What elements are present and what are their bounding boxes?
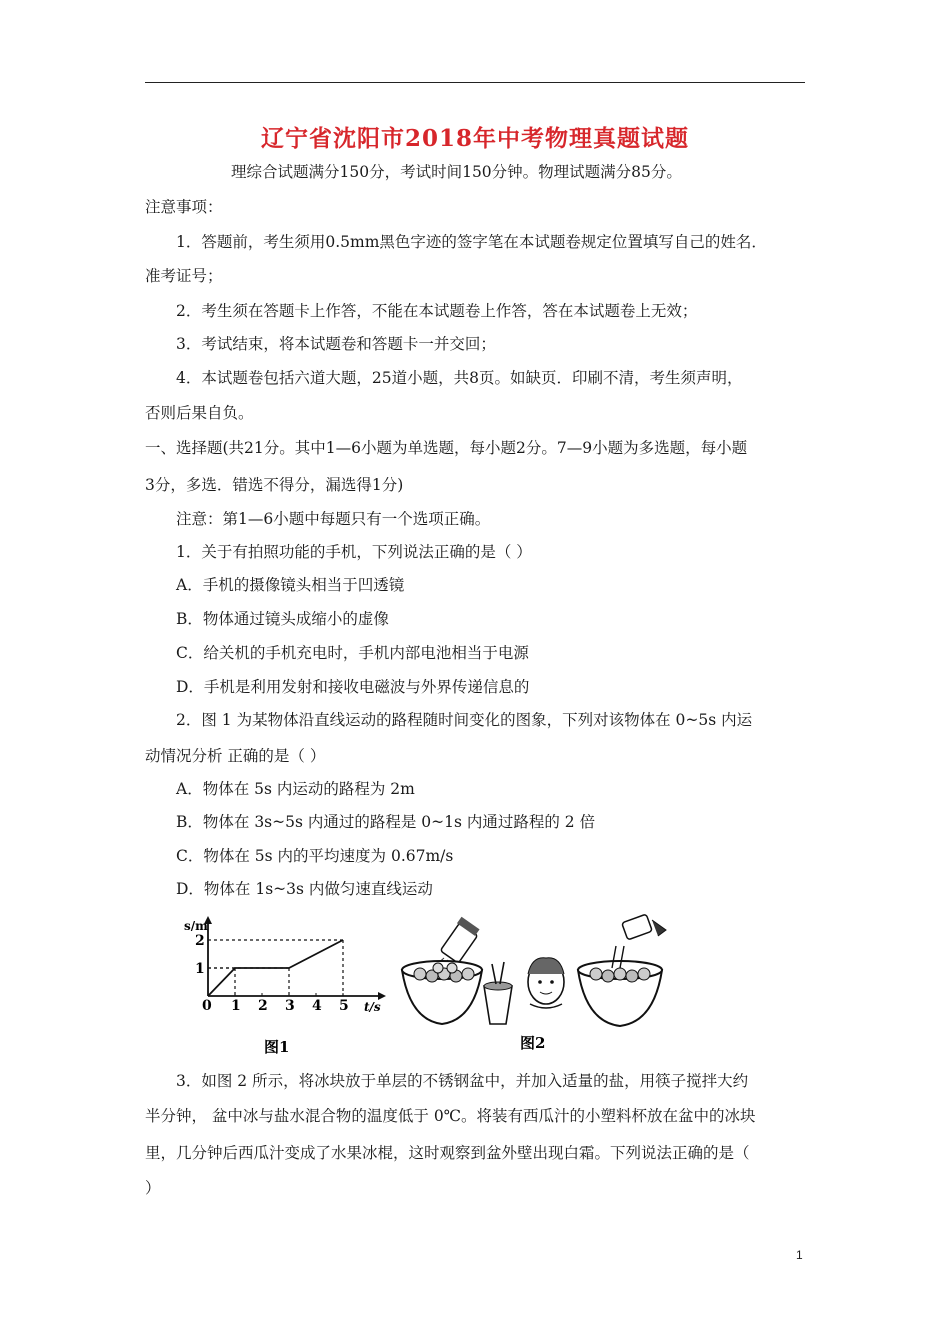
x-tick-label: 3 [285,998,295,1014]
question-3-line: ） [145,1179,161,1197]
page-number: 1 [796,1248,803,1262]
q1-option-c: C．给关机的手机充电时，手机内部电池相当于电源 [176,644,529,662]
notes-heading: 注意事项： [145,198,223,216]
x-tick-label: 2 [258,998,268,1014]
origin-label: 0 [202,998,212,1014]
left-bowl-illustration [402,961,482,1024]
figures-row [180,912,680,1062]
question-2-stem-cont: 动情况分析 正确的是（ ） [145,747,326,765]
q2-option-a: A．物体在 5s 内运动的路程为 2m [176,780,415,798]
note-line: 否则后果自负。 [145,404,254,422]
page-title: 辽宁省沈阳市2018年中考物理真题试题 [260,125,689,152]
note-line: 2．考生须在答题卡上作答，不能在本试题卷上作答，答在本试题卷上无效； [176,302,698,320]
q1-option-b: B．物体通过镜头成缩小的虚像 [176,610,389,628]
section-heading-cont: 3分，多选．错选不得分，漏选得1分) [145,476,404,494]
boy-illustration [528,958,564,1008]
x-tick-label: 1 [231,998,241,1014]
question-1-stem: 1．关于有拍照功能的手机，下列说法正确的是（ ） [176,543,532,561]
figures-svg [180,912,680,1062]
x-tick-label: 4 [312,998,322,1014]
section-heading: 一、选择题(共21分。其中1—6小题为单选题，每小题2分。7—9小题为多选题，每小题 [145,439,748,457]
note-line: 1．答题前，考生须用0.5mm黑色字迹的签字笔在本试题卷规定位置填写自己的姓名． [176,233,767,251]
y-tick-label: 1 [195,961,205,977]
q1-option-a: A．手机的摄像镜头相当于凹透镜 [176,576,405,594]
figure-2-caption: 图2 [520,1034,546,1052]
x-axis-arrow [378,992,386,1000]
figure-1-chart [184,916,386,1056]
question-2-stem: 2．图 1 为某物体沿直线运动的路程随时间变化的图象，下列对该物体在 0~5s 内运 [176,711,753,729]
right-bowl-illustration [578,914,666,1026]
section-note: 注意：第1—6小题中每题只有一个选项正确。 [176,510,491,528]
exam-subtitle: 理综合试题满分150分，考试时间150分钟。物理试题满分85分。 [231,163,682,181]
q2-option-d: D．物体在 1s~3s 内做匀速直线运动 [176,880,433,898]
question-3-line: 里，几分钟后西瓜汁变成了水果冰棍，这时观察到盆外壁出现白霜。下列说法正确的是（ [145,1144,750,1162]
figure-2-illustration [402,914,666,1052]
question-3-line: 3．如图 2 所示，将冰块放于单层的不锈钢盆中，并加入适量的盐，用筷子搅拌大约 [176,1072,749,1090]
x-axis-label: t/s [364,1000,381,1014]
y-tick-label: 2 [195,933,205,949]
y-axis-label: s/m [184,919,208,933]
top-rule [145,82,805,83]
q2-option-b: B．物体在 3s~5s 内通过的路程是 0~1s 内通过路程的 2 倍 [176,813,596,831]
x-tick-label: 5 [339,998,349,1014]
note-line: 准考证号； [145,267,223,285]
question-3-line: 半分钟， 盆中冰与盐水混合物的温度低于 0℃。将装有西瓜汁的小塑料杯放在盆中的冰块 [145,1107,756,1125]
q2-option-c: C．物体在 5s 内的平均速度为 0.67m/s [176,847,454,865]
note-line: 4．本试题卷包括六道大题，25道小题，共8页。如缺页．印刷不清，考生须声明， [176,369,743,387]
figure-1-caption: 图1 [264,1038,290,1056]
q1-option-d: D．手机是利用发射和接收电磁波与外界传递信息的 [176,678,530,696]
cup-illustration [484,962,512,1024]
note-line: 3．考试结束，将本试题卷和答题卡一并交回； [176,335,496,353]
